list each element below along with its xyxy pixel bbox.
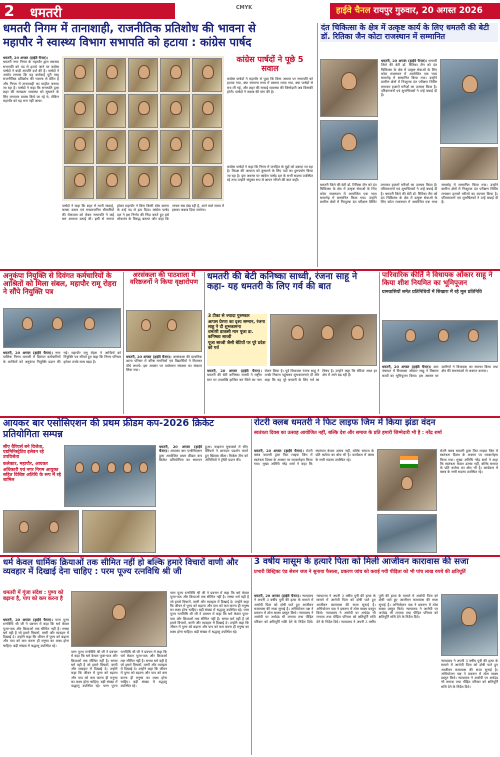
mid-left-headline: अनुकंपा नियुक्ति से दिवंगत कर्मचारियों के आश्रितों को मिला संबल, महापौर रामू रोहरा ने सौंपे नियुक्ति पत्र (3, 271, 117, 297)
lead-body-col3: कांग्रेस पार्षदों ने कहा कि निगम में जनहित के मुद्दों को दबाया जा रहा है। विपक्ष की आवाज को कुचलने के लिए पदों का दुरुपयोग किया जा रहा है। इस अवसर पर कांग्रेस पार्षद दल के सभी सदस्य उपस्थित रहे तथा उन्होंने संयुक्त रूप से ज्ञापन सौंपने की बात कही। (227, 164, 313, 182)
accused-photo (441, 594, 498, 656)
verdict-text-side: न्यायालय ने अपनी 3 वर्षीय पुत्री की हत्या के मामले में आरोपी पिता को दोषी पाते हुए आजीवन कारावास की सजा सुनाई है। अभियोजन पक्ष ने प्रकरण में ठोस साक्ष्य प्रस्तुत किये। न्यायालय ने आरोपी पर अर्थदंड भी लगाया तथा पीड़ित परिवार को क्षतिपूर्ति राशि देने के निर्देश दिये। (441, 659, 498, 689)
award-photo-1 (320, 59, 378, 117)
rotary-headline: रोटरी क्लब धमतरी ने फिट लाइफ जिम में किया झंडा वंदन (254, 418, 436, 428)
story-point: धमतरी डाकसी मान पूजा डा. कनिष्का साध्वी (208, 330, 254, 341)
bhoomipujan-photo (382, 320, 498, 362)
cricket-points (3, 445, 61, 507)
councillor-portrait (160, 130, 190, 164)
column-divider (251, 558, 252, 755)
cricket-story (3, 419, 248, 553)
mid-center-headline: अरसंकला की पाठशाला में वरिष्ठजनों ने किया वृक्षारोपण (129, 271, 199, 287)
sermon-text-mid: परम पूज्य रत्नविधि श्री जी ने प्रवचन में कहा कि धर्म केवल पूजा-पाठ और क्रियाओं तक सीमित नहीं है। सच्चा धर्म वही है जो हमारे विचारों, वाणी और व्यवहार में दिखाई दे। उन्होंने कहा कि जीवन में पुण्य को बढ़ाना और पाप को कम करना ही मनुष्य का लक्ष्य होना चाहिए। बड़ी संख्या में श्रद्धालु उपस्थित रहे। (71, 650, 118, 689)
cricket-text: आयकर बार एसोसिएशन द्वारा आयोजित प्रथम फ्रीडम कप क्रिकेट प्रतियोगिता का समापन हुआ। फाइनल मुकाबले में सीए वैरियर्स ने शानदार प्रदर्शन करते हुए खिताब जीता। विजेता टीम को अतिथियों ने ट्रॉफी प्रदान की। (159, 445, 248, 462)
sermon-body-left (3, 618, 69, 755)
story-point: 3 टीका से ज्यादा पुरुष्कार (208, 314, 250, 319)
lead-headline-line1: धमतरी निगम में तानाशाही, राजनीतिक प्रतिशोध की भावना से (3, 22, 256, 35)
edition: रायपुर (373, 6, 393, 16)
paper-title: हाईवे चैनल (336, 6, 371, 16)
masthead (0, 0, 500, 22)
masthead-left-band (0, 3, 175, 19)
sermon-text-cont: परम पूज्य रत्नविधि श्री जी ने प्रवचन में कहा कि धर्म केवल पूजा-पाठ और क्रियाओं तक सीमित नहीं है। सच्चा धर्म वही है जो हमारे विचारों, वाणी और व्यवहार में दिखाई दे। उन्होंने कहा कि जीवन में पुण्य को बढ़ाना और पाप को कम करना ही मनुष्य का लक्ष्य होना चाहिए। बड़ी संख्या में श्रद्धालु उपस्थित रहे। (170, 608, 249, 634)
verdict-story (254, 558, 498, 755)
plantation-photo (126, 310, 202, 352)
councillor-portrait (64, 166, 94, 199)
lead-col1 (3, 56, 59, 267)
cmyk-mark: CMYK (236, 5, 253, 11)
right-top-story (320, 23, 498, 267)
cricket-team-photo (64, 445, 156, 507)
column-divider (204, 272, 205, 414)
award-photo-3 (320, 120, 378, 180)
councillor-portrait (128, 130, 158, 164)
appointment-photo (3, 308, 121, 348)
councillor-portrait (128, 94, 158, 128)
mid-center-dateline: धमतरी, 20 अगस्त (हाईवे चैनल)। (126, 355, 172, 359)
cricket-match-photo (82, 510, 156, 553)
cricket-headline: आयकर बार एसोसिएशन की प्रथम फ्रीडम कप-2026 क्रिकेट प्रतियोगिता सम्पन्न (3, 418, 214, 440)
right-top-headline: दंत चिकित्सा के क्षेत्र में उत्कृष्ट कार्य के लिए धमतरी की बेटी डॉ. रितिका जैन कोटा राजस्थान में सम्मानित (320, 23, 498, 42)
lead-body-col1: धमतरी नगर निगम के महापौर द्वारा स्वास्थ्य सभापति को पद से हटाये जाने पर कांग्रेस पार्षदों ने कड़ी आपत्ति दर्ज की है। पार्षदों ने आरोप लगाया कि यह कार्रवाई पूरी तरह राजनीतिक प्रतिशोध की भावना से प्रेरित है और निगम में तानाशाही का माहौल बनाया जा रहा है। पार्षदों ने कहा कि सभापति द्वारा शहर की स्वच्छता व्यवस्था को सुधारने के लिए लगातार प्रयास किये जा रहे थे, लेकिन महापौर को यह रास नहीं आया। (3, 60, 59, 103)
councillor-portrait (160, 58, 190, 92)
mid-right-text: ग्राम पंचायत में विधायक ओंकार साहू ने विकास कार्यों का भूमिपूजन किया। इस अवसर पर ग्रामीणों ने विधायक का स्वागत किया तथा क्षेत्र की समस्याओं से अवगत कराया। (382, 365, 498, 378)
verdict-text: न्यायालय ने अपनी 3 वर्षीय पुत्री की हत्या के मामले में आरोपी पिता को दोषी पाते हुए आजीवन कारावास की सजा सुनाई है। अभियोजन पक्ष ने प्रकरण में ठोस साक्ष्य प्रस्तुत किये। न्यायालय ने आरोपी पर अर्थदंड भी लगाया तथा पीड़ित परिवार को क्षतिपूर्ति राशि देने के निर्देश दिये। (340, 594, 438, 624)
councillor-portrait (128, 166, 158, 199)
mid-center-body (126, 355, 202, 414)
sermon-dateline: धमतरी, 20 अगस्त (हाईवे चैनल)। (3, 618, 53, 622)
sermon-headline: धर्म केवल धार्मिक क्रियाओं तक सीमित नहीं हो बल्कि हमारे विचारों वाणी और व्यवहार में दिखाई देना चाहिए : परम पूज्य रत्नविधि श्री जी (3, 557, 239, 577)
right-top-dateline: धमतरी, 20 अगस्त (हाईवे चैनल)। (381, 59, 428, 63)
verdict-text: न्यायालय ने अपनी 3 वर्षीय पुत्री की हत्या के मामले में आरोपी पिता को दोषी पाते हुए आजीवन कारावास की सजा सुनाई है। अभियोजन पक्ष ने प्रकरण में ठोस साक्ष्य प्रस्तुत किये। न्यायालय ने आरोपी पर अर्थदंड भी लगाया तथा पीड़ित परिवार को क्षतिपूर्ति राशि देने के निर्देश दिये। (254, 594, 314, 624)
mid-story-headline: धमतरी की बेटी कनिष्का साध्वी, रंजना साहू ने कहा- यह धमतरी के लिए गर्व की बात (207, 272, 358, 293)
verdict-dateline: धमतरी, 20 अगस्त (हाईवे चैनल)। (254, 594, 301, 598)
mid-story (207, 272, 377, 414)
verdict-subhead: प्रभारी डिस्ट्रिक्ट एंड सेशन जज ने सुनाया फैसला, प्रकरण जांच को कराई गयी पीड़िता को भी पांच लाख रुपये की क्षतिपूर्ति (254, 569, 466, 575)
sermon-text-mid: परम पूज्य रत्नविधि श्री जी ने प्रवचन में कहा कि धर्म केवल पूजा-पाठ और क्रियाओं तक सीमित नहीं है। सच्चा धर्म वही है जो हमारे विचारों, वाणी और व्यवहार में दिखाई दे। उन्होंने कहा कि जीवन में पुण्य को बढ़ाना और पाप को कम करना ही मनुष्य का लक्ष्य होना चाहिए। बड़ी संख्या में श्रद्धालु उपस्थित रहे। (103, 650, 167, 689)
councillor-portrait (64, 58, 94, 92)
right-top-body: धमतरी जिले की बेटी डॉ. रितिका जैन को दंत चिकित्सा के क्षेत्र में उत्कृष्ट सेवाओं के लिए कोटा राजस्थान में आयोजित एक भव्य समारोह में सम्मानित किया गया। उन्होंने ग्रामीण क्षेत्रों में निःशुल्क दंत परीक्षण शिविर लगाकर हजारों मरीजों का उपचार किया है। परिवारजनों एवं शुभचिंतकों ने उन्हें बधाई दी है। (381, 59, 437, 98)
award-photo-4 (440, 147, 498, 180)
sermon-text-cont: परम पूज्य रत्नविधि श्री जी ने प्रवचन में कहा कि धर्म केवल पूजा-पाठ और क्रियाओं तक सीमित नहीं है। सच्चा धर्म वही है जो हमारे विचारों, वाणी और व्यवहार में दिखाई दे। उन्होंने कहा कि जीवन में पुण्य को बढ़ाना और पाप को कम करना ही मनुष्य का लक्ष्य होना चाहिए। बड़ी संख्या में श्रद्धालु उपस्थित रहे। (170, 591, 249, 613)
column-divider (251, 419, 252, 553)
mid-left-dateline: धमतरी, 20 अगस्त (हाईवे चैनल)। (3, 351, 53, 355)
lead-headline-line2: महापौर ने स्वास्थ्य विभाग सभापति को हटाया : कांग्रेस पार्षद (3, 36, 252, 49)
mid-right-story (382, 272, 498, 414)
councillor-portrait (96, 58, 126, 92)
mid-left-body (3, 351, 121, 414)
councillor-portrait (64, 94, 94, 128)
mid-story-body (207, 369, 377, 414)
mid-story-points (207, 314, 267, 366)
mid-story-dateline: धमतरी, 20 अगस्त (हाईवे चैनल)। (207, 369, 262, 373)
mid-right-subhead: ग्रामवासियों समेत प्रतिनिधियों में सिखारा में रहे मूल प्रतिनिधि (382, 289, 482, 295)
column-divider (379, 272, 380, 414)
column-divider (123, 272, 124, 414)
mid-left-text: नगर पालिक निगम धमतरी में दिवंगत कर्मचारियों के आश्रितों को अनुकंपा नियुक्ति प्रदान की गई। महापौर रामू रोहरा ने आश्रितों को नियुक्ति पत्र सौंपते हुए कहा कि निगम परिवार हमेशा उनके साथ खड़ा है। (3, 351, 121, 364)
councillor-portrait (96, 130, 126, 164)
lead-sidebar (227, 56, 313, 267)
right-top-body-continued: धमतरी जिले की बेटी डॉ. रितिका जैन को दंत चिकित्सा के क्षेत्र में उत्कृष्ट सेवाओं के लिए कोटा राजस्थान में आयोजित एक भव्य समारोह में सम्मानित किया गया। उन्होंने ग्रामीण क्षेत्रों में निःशुल्क दंत परीक्षण शिविर लगाकर हजारों मरीजों का उपचार किया है। परिवारजनों एवं शुभचिंतकों ने उन्हें बधाई दी है। (380, 183, 498, 205)
lead-col2 (62, 204, 224, 267)
councillor-portrait (192, 94, 222, 128)
councillor-portrait (192, 130, 222, 164)
mid-center-story (126, 272, 202, 310)
right-top-body-col (381, 59, 437, 179)
sermon-text: परम पूज्य रत्नविधि श्री जी ने प्रवचन में कहा कि धर्म केवल पूजा-पाठ और क्रियाओं तक सीमित नहीं है। सच्चा धर्म वही है जो हमारे विचारों, वाणी और व्यवहार में दिखाई दे। उन्होंने कहा कि जीवन में पुण्य को बढ़ाना और पाप को कम करना ही मनुष्य का लक्ष्य होना चाहिए। बड़ी संख्या में श्रद्धालु उपस्थित रहे। (3, 618, 69, 648)
sidebar-headline: कांग्रेस पार्षदों ने पूछे 5 सवाल (236, 55, 304, 73)
award-photo-2 (440, 59, 498, 144)
sadhvi-photo (270, 314, 377, 366)
sermon-body-mid (71, 650, 167, 755)
column-divider (317, 23, 318, 267)
sidebar-body: कांग्रेस पार्षदों ने महापौर से पूछा कि किस आधार पर सभापति को हटाया गया, क्या सामान्य सभा में प्रस्ताव लाया गया, क्या पार्षदों से राय ली गई, और शहर की सफाई व्यवस्था की जिम्मेदारी अब किसकी होगी। पार्षदों ने जवाब की मांग की है। (227, 76, 313, 94)
mid-right-body (382, 365, 498, 414)
rotary-flag-photo (377, 449, 437, 511)
lead-story (3, 23, 313, 267)
date: गुरुवार, 20 अगस्त 2026 (395, 6, 483, 16)
lead-dateline: धमतरी, 20 अगस्त (हाईवे चैनल)। (3, 56, 49, 60)
rotary-story (254, 419, 498, 553)
right-top-body-cont (320, 183, 498, 267)
mid-right-dateline: धमतरी, 20 अगस्त (हाईवे चैनल)। (382, 365, 432, 369)
mid-left-story (3, 272, 121, 414)
councillor-portrait (96, 166, 126, 199)
mid-story-text: धमतरी की बेटी कनिष्का साध्वी ने राष्ट्रीय स्तर पर उपलब्धि हासिल कर जिले का नाम रोशन किया है। पूर्व विधायक रंजना साहू ने उनके निवास पहुंचकर शुभकामनाएं दीं और कहा कि यह पूरे धमतरी के लिए गर्व का विषय है। उन्होंने कहा कि बेटियां आज हर क्षेत्र में आगे बढ़ रही हैं। (207, 369, 377, 382)
sermon-photo (71, 591, 167, 647)
councillor-photo-grid (62, 56, 224, 201)
mid-center-text: अरसंकला की प्राथमिक शाला परिसर में वरिष्ठ नागरिकों एवं विद्यार्थियों ने मिलकर पौधे लगाये। इस अवसर पर पर्यावरण संरक्षण का संकल्प लिया गया। (126, 355, 202, 372)
rotary-dateline: धमतरी, 20 अगस्त (हाईवे चैनल)। (254, 449, 304, 453)
councillor-portrait (192, 166, 222, 199)
cricket-point: सीए वैरियर्स बने विजेता, एडमिनिस्ट्रेटिव इलेवन रहे उपविजेता (3, 445, 44, 461)
flag-icon (400, 456, 418, 468)
councillor-portrait (64, 130, 94, 164)
councillor-portrait (160, 94, 190, 128)
rotary-body (254, 449, 374, 553)
sermon-body-right (170, 591, 249, 755)
rotary-subhead: स्वतंत्रता दिवस का उत्साह आयोजित नहीं, बल्कि देश और समाज के प्रति हमारी जिम्मेदारी भी है : नरेंद्र शर्मा (254, 430, 442, 436)
cricket-point: कलेक्टर, महापौर, आयकर अधिकारी एवं नगर निगम आयुक्त सहित विशिष्ट अतिथि के रूप में रहे शामिल (3, 462, 61, 483)
lead-body-col2: पार्षदों ने कहा कि शहर में नाली सफाई, कचरा उठाव एवं मच्छरजनित बीमारियों की रोकथाम को लेकर सभापति ने कई बार आवाज उठाई थी। इसी से नाराज होकर महापौर ने बिना किसी ठोस कारण के उन्हें पद से हटा दिया। कांग्रेस पार्षद दल ने इस निर्णय की निंदा करते हुए इसे लोकतंत्र के विरुद्ध बताया और कहा कि जनता सब देख रही है, आने वाले समय में इसका जवाब दिया जायेगा। (62, 204, 224, 221)
councillor-portrait (192, 58, 222, 92)
story-point: पूजा साध्वी जैसी बेटियों पर पूरे प्रदेश को गर्व (208, 341, 266, 351)
verdict-text: न्यायालय ने अपनी 3 वर्षीय पुत्री की हत्या के मामले में आरोपी पिता को दोषी पाते हुए आजीवन कारावास की सजा सुनाई है। अभियोजन पक्ष ने प्रकरण में ठोस साक्ष्य प्रस्तुत किये। न्यायालय ने आरोपी पर अर्थदंड भी लगाया तथा पीड़ित परिवार को क्षतिपूर्ति राशि देने के निर्देश दिये। (316, 594, 376, 624)
rotary-group-photo (377, 514, 437, 553)
paper-name (336, 5, 483, 16)
sermon-subhead: धमतरी में गूंजा संदेश : पुण्य को बढ़ाना है, पाप को कम करना है (3, 590, 64, 602)
verdict-body (254, 594, 438, 755)
rotary-body-cont (440, 449, 498, 553)
section-title: धमतरी (30, 6, 62, 21)
rotary-text-cont: रोटरी क्लब धमतरी द्वारा फिट लाइफ जिम में स्वतंत्रता दिवस के अवसर पर ध्वजारोहण किया गया। मुख्य अतिथि नरेंद्र शर्मा ने कहा कि स्वतंत्रता केवल उत्सव नहीं, बल्कि समाज के प्रति कर्तव्य का बोध भी है। कार्यक्रम में क्लब के सभी सदस्य उपस्थित रहे। (440, 449, 498, 475)
rotary-text: रोटरी क्लब धमतरी द्वारा फिट लाइफ जिम में स्वतंत्रता दिवस के अवसर पर ध्वजारोहण किया गया। मुख्य अतिथि नरेंद्र शर्मा ने कहा कि स्वतंत्रता केवल उत्सव नहीं, बल्कि समाज के प्रति कर्तव्य का बोध भी है। कार्यक्रम में क्लब के सभी सदस्य उपस्थित रहे। (254, 449, 374, 466)
councillor-portrait (96, 94, 126, 128)
cricket-body (159, 445, 248, 553)
sermon-story (3, 558, 249, 755)
story-point: आपस प्रेरणा का दृश्य सम्मान, रंजना साहू ने दी शुभकामना (208, 319, 265, 330)
cricket-trophy-photo (3, 510, 79, 553)
cricket-dateline: धमतरी, 20 अगस्त (हाईवे चैनल)। (159, 445, 202, 454)
verdict-body-side (441, 659, 498, 755)
right-top-body-continued: धमतरी जिले की बेटी डॉ. रितिका जैन को दंत चिकित्सा के क्षेत्र में उत्कृष्ट सेवाओं के लिए कोटा राजस्थान में आयोजित एक भव्य समारोह में सम्मानित किया गया। उन्होंने ग्रामीण क्षेत्रों में निःशुल्क दंत परीक्षण शिविर लगाकर हजारों मरीजों का उपचार किया है। परिवारजनों एवं शुभचिंतकों ने उन्हें बधाई दी है। (320, 183, 438, 205)
page-number: 2 (4, 2, 15, 20)
mid-right-headline: पारिवारिक कीर्ति ने विधायक ओंकार साहू ने किया शीश नियमित का भूमिपूजन (382, 271, 493, 287)
verdict-headline: 3 वर्षीय मासूम के हत्यारे पिता को मिली आजीवन कारावास की सजा (254, 557, 469, 567)
councillor-portrait (128, 58, 158, 92)
councillor-portrait (160, 166, 190, 199)
